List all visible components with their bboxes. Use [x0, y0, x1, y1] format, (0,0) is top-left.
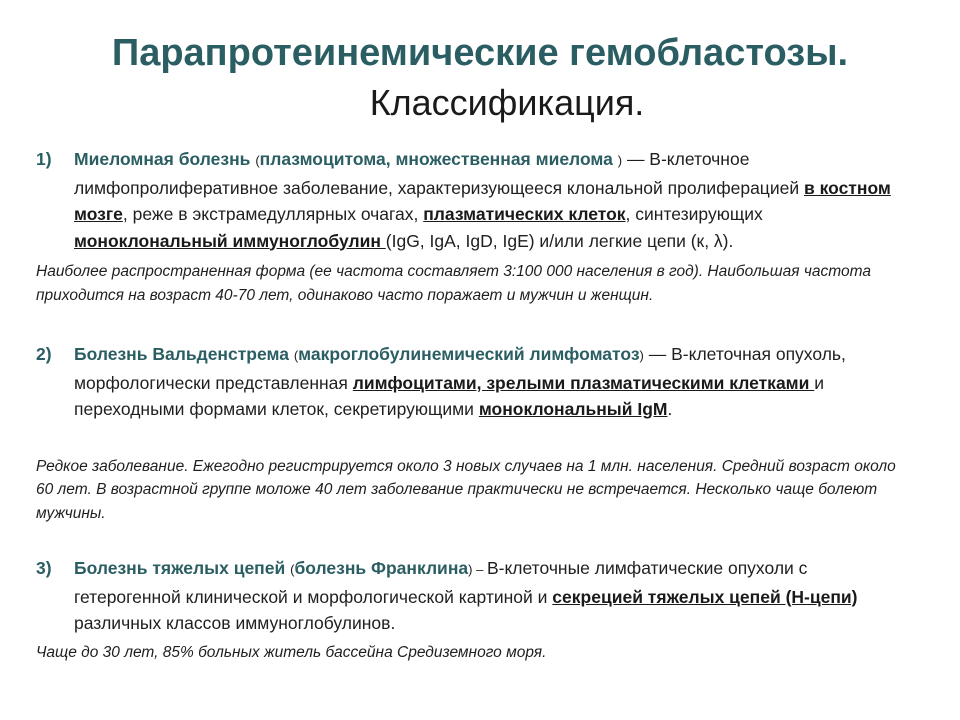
location-text: в костном мозге	[74, 177, 891, 224]
desc-text: В-клеточные лимфатические опухоли с гетерогенной клинической и морфологической картиной и	[74, 558, 808, 607]
disease-name: Болезнь Вальденстрема	[74, 344, 289, 364]
desc-text: — В-клеточная опухоль, морфологически представленная	[74, 344, 846, 393]
note-heavy-chain: Чаще до 30 лет, 85% больных житель бассейна Средиземного моря.	[36, 643, 547, 661]
paren-close: )	[468, 562, 473, 577]
disease-name: Миеломная болезнь	[74, 149, 251, 169]
item-waldenstrom	[36, 341, 916, 423]
note-myeloma: Наиболее распространенная форма (ее частота составляет 3:100 000 населения в год). Наибольшая частота приходится на возраст 40-70 лет, одинаково часто поражает и мужчин и женщин.	[36, 263, 871, 304]
disease-name: Болезнь тяжелых цепей	[74, 558, 286, 578]
dash: –	[472, 562, 487, 577]
item-number: 2)	[36, 344, 52, 364]
desc-text: .	[667, 399, 673, 419]
desc-text: , синтезирующих	[625, 204, 763, 224]
item-number: 1)	[36, 149, 52, 169]
disease-synonyms: болезнь Франклина	[294, 558, 469, 578]
product-text: секрецией тяжелых цепей (Н-цепи)	[552, 586, 858, 607]
desc-text: — В-клеточное лимфопролиферативное заболевание, характеризующееся клональной пролиферацией	[74, 149, 804, 198]
slide-body	[36, 146, 916, 664]
desc-text: (IgG, IgA, IgD, IgE) и/или легкие цепи (к, λ).	[385, 230, 734, 251]
paren-open: (	[290, 562, 295, 577]
product-text: моноклональный иммуноглобулин	[74, 230, 386, 251]
slide-title	[0, 28, 960, 128]
product-text: моноклональный IgM	[478, 399, 668, 419]
cells-text: плазматических клеток	[423, 204, 626, 224]
disease-synonyms: макроглобулинемический лимфоматоз	[298, 344, 640, 364]
note-waldenstrom: Редкое заболевание. Ежегодно регистрируется около 3 новых случаев на 1 млн. населения. Средний возраст около 60 лет. В возрастной группе моложе 40 лет заболевание практически не встречается. Несколько чаще болеют мужчины.	[36, 457, 896, 522]
item-heavy-chain	[36, 555, 916, 637]
desc-text: , реже в экстрамедуллярных очагах,	[122, 204, 424, 224]
title-main: Парапротеинемические гемобластозы.	[111, 32, 849, 74]
desc-text: и переходными формами клеток, секретирующими	[74, 372, 825, 419]
title-sub: Классификация.	[369, 82, 645, 123]
cells-text: лимфоцитами, зрелыми плазматическими клетками	[352, 372, 815, 393]
paren-open: (	[255, 153, 260, 168]
desc-text: различных классов иммуноглобулинов.	[74, 613, 396, 633]
disease-synonyms: плазмоцитома, множественная миелома	[259, 149, 613, 169]
paren-close: )	[617, 153, 623, 168]
paren-open: (	[293, 348, 299, 363]
paren-close: )	[639, 348, 644, 363]
item-myeloma	[36, 146, 916, 254]
item-number: 3)	[36, 558, 52, 578]
